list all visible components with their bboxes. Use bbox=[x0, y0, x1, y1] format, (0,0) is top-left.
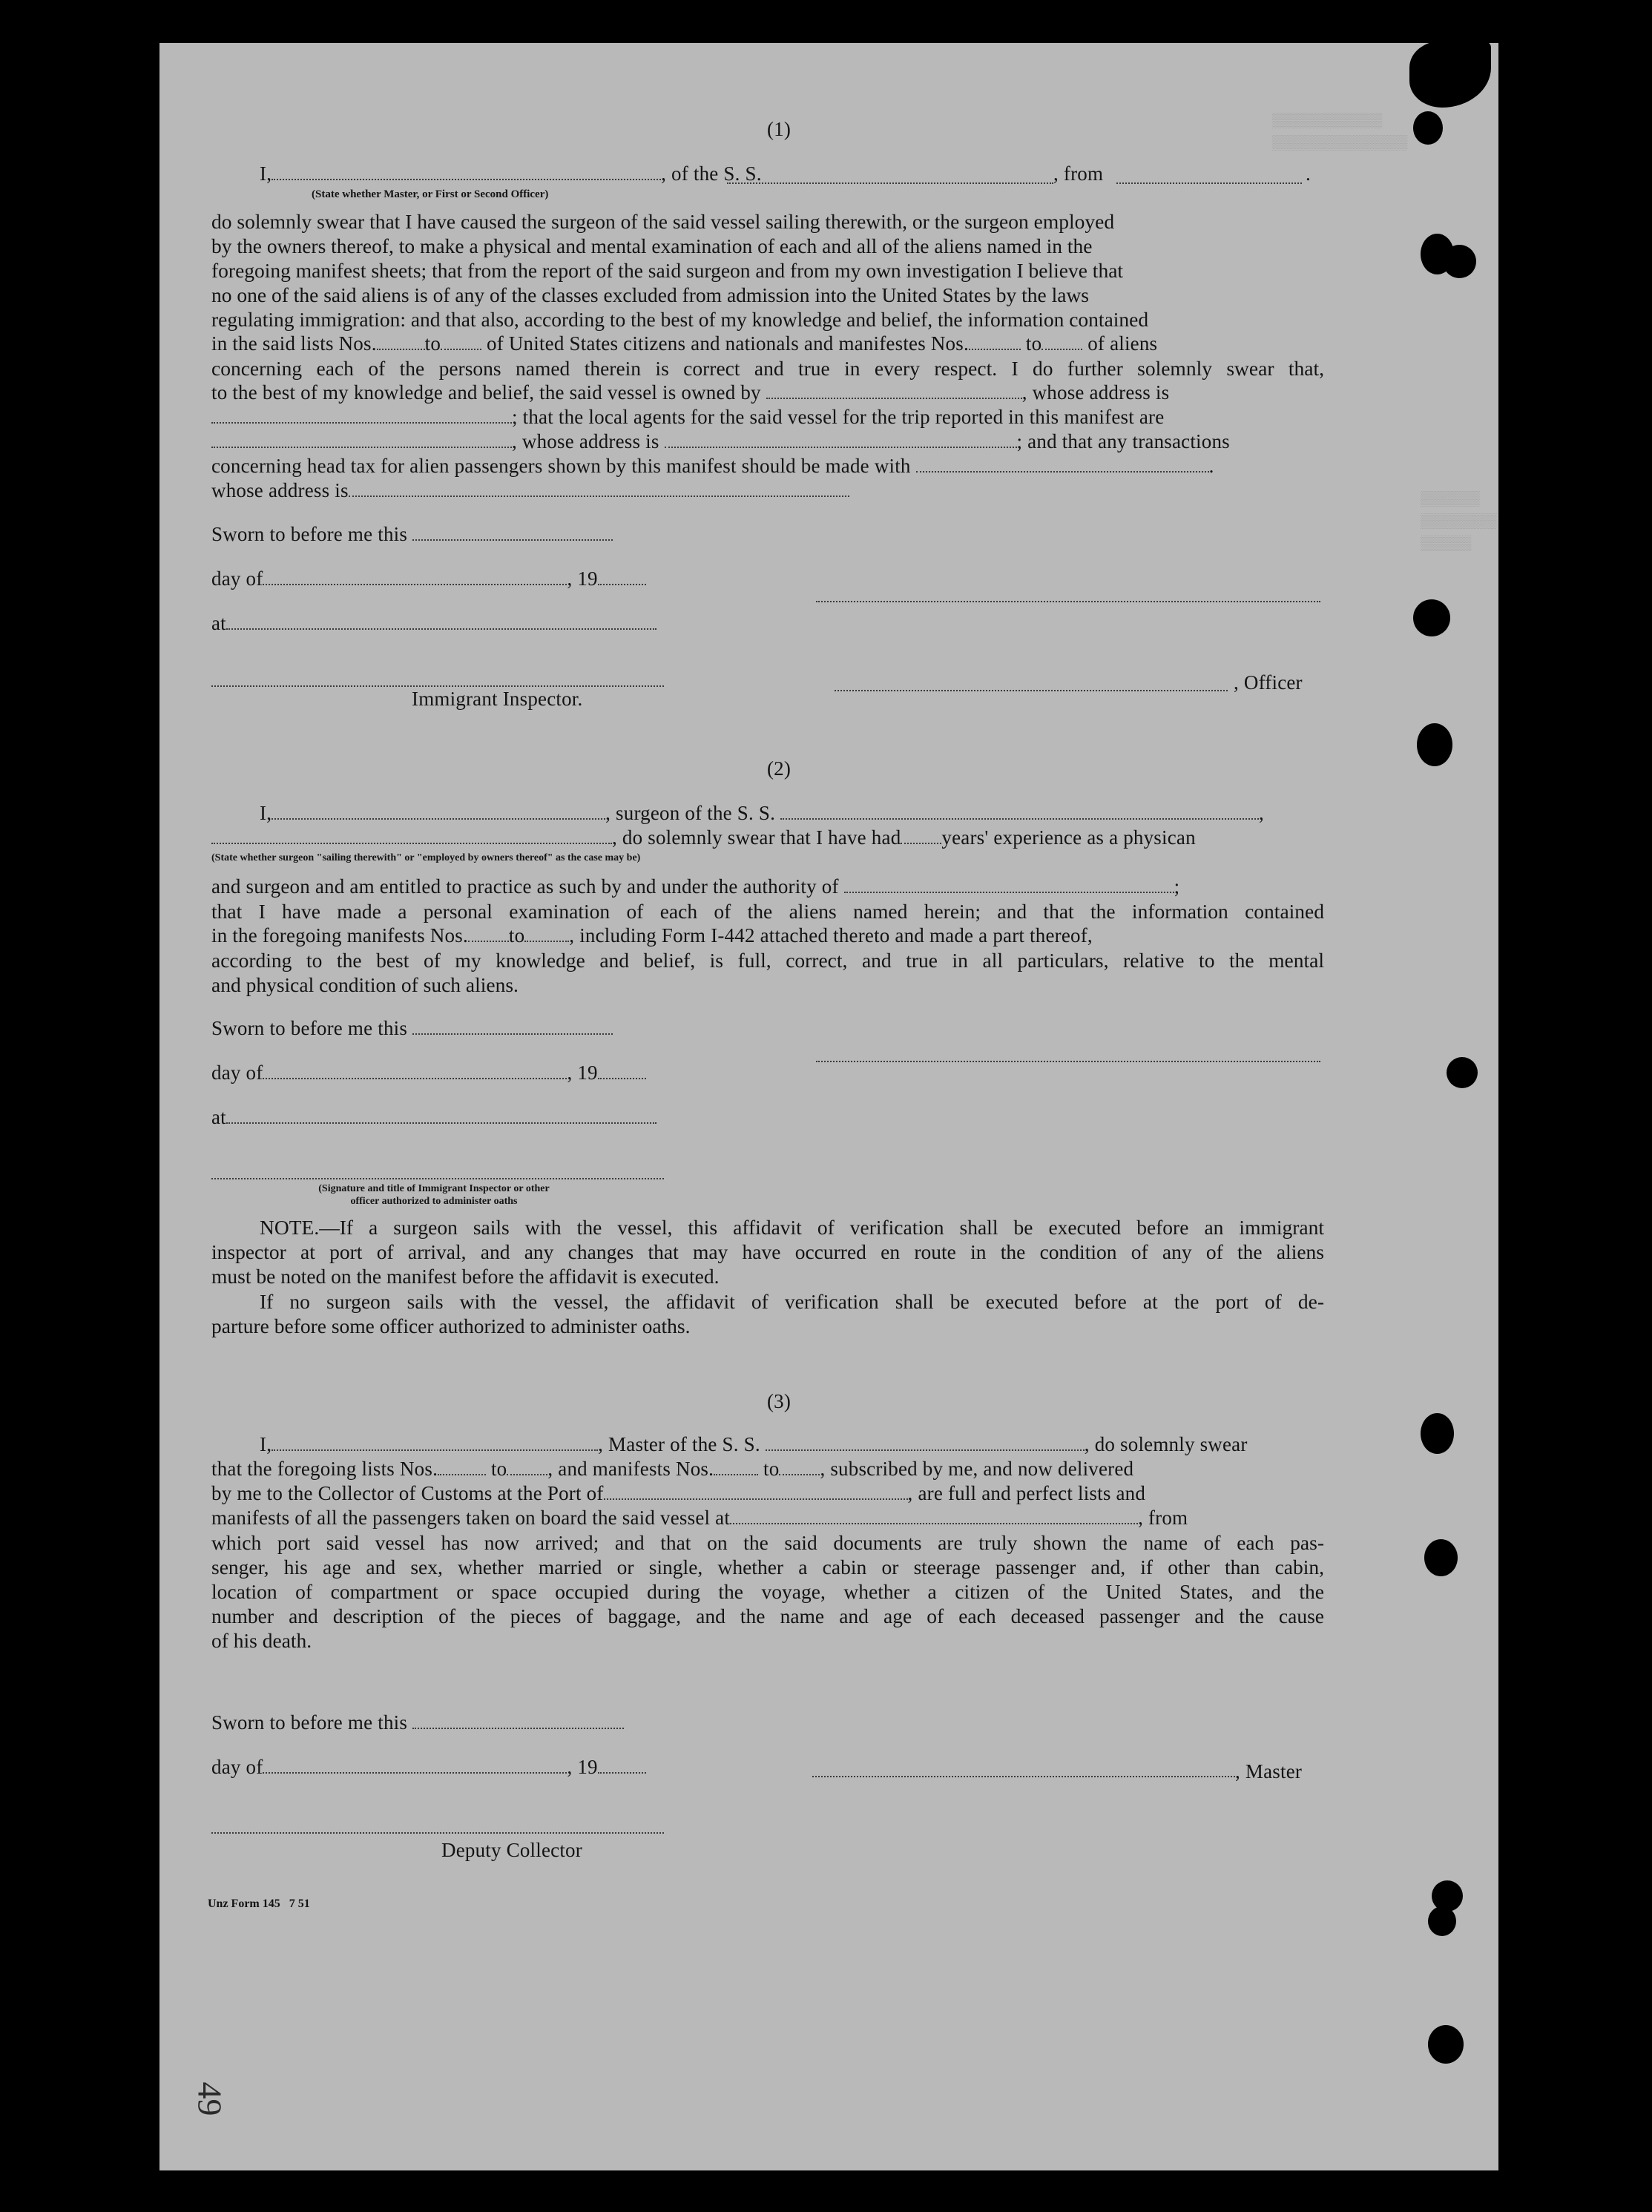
master-of-label: , Master of the S. S. bbox=[598, 1433, 760, 1455]
collector-line bbox=[211, 1481, 1145, 1506]
surgeon-instruction-note: (State whether surgeon "sailing therewith" or "employed by owners thereof" as the case may be) bbox=[211, 852, 641, 863]
sworn-label: Sworn to before me this bbox=[211, 1017, 408, 1039]
punch-hole bbox=[1428, 2025, 1464, 2064]
year-blank[interactable] bbox=[598, 570, 646, 585]
authority-line bbox=[211, 875, 1179, 899]
list-to-blank-3[interactable] bbox=[507, 1461, 547, 1475]
list-from-blank[interactable] bbox=[377, 335, 425, 350]
section-2-i: I, bbox=[260, 802, 272, 824]
lists-label: in the said lists Nos. bbox=[211, 332, 377, 355]
immigrant-inspector-label: Immigrant Inspector. bbox=[412, 688, 583, 710]
master-label: , Master bbox=[1235, 1760, 1303, 1783]
from-label: , from bbox=[1053, 162, 1104, 185]
semicolon: ; bbox=[1174, 875, 1180, 898]
body-line: regulating immigration: and that also, according to the best of my knowledge and belief, the information contained bbox=[211, 308, 1149, 331]
whose-address-label: whose address is bbox=[211, 479, 349, 501]
manifest-from-blank[interactable] bbox=[969, 335, 1021, 350]
master-name-blank[interactable] bbox=[272, 1436, 598, 1451]
swear-label: , do solemnly swear that I have had bbox=[612, 826, 901, 849]
section-3-i: I, bbox=[260, 1433, 272, 1455]
body-line: no one of the said aliens is of any of the classes excluded from admission into the United States by the laws bbox=[211, 283, 1090, 306]
sworn-day-blank-3[interactable] bbox=[412, 1714, 624, 1729]
bleed-through-text: ▒▒▒▒▒▒▒ ▒▒▒▒▒▒▒▒▒ ▒▒▒▒▒▒ bbox=[1421, 491, 1497, 552]
whose-address-label: , whose address is bbox=[1021, 381, 1170, 404]
day-of-label: day of bbox=[211, 1756, 263, 1778]
transactions-label: ; and that any transactions bbox=[1016, 430, 1230, 452]
collector-label: by me to the Collector of Customs at the Port of bbox=[211, 1482, 604, 1504]
manifest-to-blank[interactable] bbox=[1041, 335, 1082, 350]
body-line: location of compartment or space occupied during the voyage, whether a citizen of the United States, and the bbox=[211, 1580, 1324, 1603]
agents-address-blank[interactable] bbox=[665, 433, 1017, 448]
punch-hole bbox=[1443, 245, 1476, 278]
solemnly-label: , do solemnly swear bbox=[1084, 1433, 1248, 1455]
master-line bbox=[260, 1432, 1248, 1457]
owned-line bbox=[211, 381, 1169, 405]
body-line: according to the best of my knowledge and belief, is full, correct, and true in all particulars, relative to the mental bbox=[211, 949, 1324, 972]
years-line bbox=[211, 826, 1196, 850]
body-line: and physical condition of such aliens. bbox=[211, 973, 519, 996]
headtax-label: concerning head tax for alien passengers shown by this manifest should be made with bbox=[211, 455, 911, 477]
to-label: to bbox=[763, 1458, 780, 1480]
to-label: to bbox=[1025, 332, 1042, 355]
body-line: number and description of the pieces of baggage, and the name and age of each deceased passenger and the cause bbox=[211, 1604, 1324, 1627]
manifests-label: manifests of all the passengers taken on board the said vessel at bbox=[211, 1507, 731, 1529]
to-label: to bbox=[424, 332, 441, 355]
manifests-line-3 bbox=[211, 1506, 1188, 1530]
punch-hole bbox=[1417, 723, 1452, 766]
agents-address-line bbox=[211, 429, 1230, 454]
year-blank-3[interactable] bbox=[598, 1759, 646, 1774]
note-line: parture before some officer authorized to administer oaths. bbox=[211, 1314, 691, 1337]
headtax-blank[interactable] bbox=[916, 458, 1209, 473]
handwritten-page-number: 49 bbox=[191, 2081, 229, 2116]
manifest-from-blank-2[interactable] bbox=[468, 927, 509, 942]
body-line: foregoing manifest sheets; that from the report of the said surgeon and from my own investigation I believe that bbox=[211, 259, 1124, 282]
day-of-label: day of bbox=[211, 1061, 263, 1084]
sworn-day-blank-2[interactable] bbox=[412, 1020, 613, 1035]
section-3-body bbox=[211, 1530, 1324, 1653]
comma: , bbox=[1259, 802, 1264, 824]
day-of-line-2 bbox=[211, 1061, 646, 1085]
note-line: inspector at port of arrival, and any changes that may have occurred en route in the condition of any of the aliens bbox=[211, 1240, 1324, 1263]
citizens-label: of United States citizens and nationals and manifestes Nos. bbox=[487, 332, 969, 355]
authority-blank[interactable] bbox=[844, 878, 1174, 893]
note-line: NOTE.—If a surgeon sails with the vessel, this affidavit of verification shall be executed before an immigrant bbox=[260, 1216, 1324, 1239]
manifest-to-blank-3[interactable] bbox=[779, 1461, 820, 1475]
agents-blank[interactable] bbox=[211, 433, 512, 448]
punch-hole bbox=[1428, 1906, 1456, 1936]
manifests-line bbox=[211, 924, 1093, 948]
headtax-address-blank[interactable] bbox=[349, 482, 849, 497]
day-of-label: day of bbox=[211, 567, 263, 590]
note-line: If no surgeon sails with the vessel, the affidavit of verification shall be executed before at the port of de- bbox=[260, 1290, 1324, 1313]
list-from-blank-3[interactable] bbox=[438, 1461, 486, 1475]
deputy-collector-label: Deputy Collector bbox=[441, 1839, 582, 1861]
surgeon-signature-line[interactable] bbox=[816, 1061, 1320, 1062]
year-label: , 19 bbox=[567, 567, 598, 590]
of-ss-label: , of the S. S. bbox=[661, 162, 762, 185]
years-blank[interactable] bbox=[901, 829, 941, 844]
section-2-body-2 bbox=[211, 948, 1324, 997]
month-blank-2[interactable] bbox=[263, 1064, 567, 1079]
body-line: of his death. bbox=[211, 1629, 312, 1652]
officer-signature-line-upper[interactable] bbox=[816, 601, 1320, 602]
section-2-number: (2) bbox=[766, 757, 792, 780]
years-label: years' experience as a physican bbox=[941, 826, 1196, 849]
ship-name-blank-2[interactable] bbox=[780, 805, 1259, 820]
port-blank[interactable] bbox=[604, 1485, 908, 1500]
at-place-blank-2[interactable] bbox=[226, 1109, 656, 1124]
at-line-2 bbox=[211, 1105, 656, 1130]
day-of-line-3 bbox=[211, 1755, 646, 1780]
body-line: that I have made a personal examination of each of the aliens named herein; and that the information contained bbox=[211, 900, 1324, 923]
body-line: which port said vessel has now arrived; and that on the said documents are truly shown the name of each pas- bbox=[211, 1531, 1324, 1554]
officer-signature-line[interactable] bbox=[835, 690, 1228, 691]
ship-name-blank-3[interactable] bbox=[766, 1436, 1085, 1451]
sworn-day-blank[interactable] bbox=[412, 526, 613, 541]
section-1-body bbox=[211, 209, 1324, 332]
from-label: , from bbox=[1138, 1507, 1188, 1529]
month-blank-3[interactable] bbox=[263, 1759, 567, 1774]
punch-hole bbox=[1447, 1057, 1478, 1088]
manifests-label: in the foregoing manifests Nos. bbox=[211, 924, 468, 947]
officer-blank[interactable] bbox=[272, 165, 661, 180]
day-of-line-1 bbox=[211, 567, 646, 591]
headtax-line bbox=[211, 454, 1214, 478]
sworn-line-2 bbox=[211, 1016, 613, 1041]
at-label: at bbox=[211, 612, 226, 634]
officer-label: , Officer bbox=[1234, 671, 1303, 694]
inspector-signature-line-2[interactable] bbox=[211, 1178, 664, 1179]
delivered-label: , subscribed by me, and now delivered bbox=[820, 1458, 1134, 1480]
owned-label: to the best of my knowledge and belief, the said vessel is owned by bbox=[211, 381, 761, 404]
owner-address-blank[interactable] bbox=[211, 409, 512, 424]
section-2-body bbox=[211, 899, 1324, 924]
section-1-number: (1) bbox=[766, 118, 792, 140]
at-line-1 bbox=[211, 611, 656, 636]
to-label: to bbox=[490, 1458, 507, 1480]
from-period: . bbox=[1306, 162, 1311, 185]
signature-note-line: officer authorized to administer oaths bbox=[350, 1196, 518, 1207]
punch-hole bbox=[1413, 111, 1443, 145]
signature-note bbox=[211, 1182, 656, 1208]
master-signature-line[interactable] bbox=[812, 1776, 1235, 1777]
sworn-label: Sworn to before me this bbox=[211, 523, 408, 545]
sworn-label: Sworn to before me this bbox=[211, 1711, 408, 1734]
year-label: , 19 bbox=[567, 1061, 598, 1084]
surgeon-name-blank[interactable] bbox=[272, 805, 605, 820]
signature-note-line: (Signature and title of Immigrant Inspector or other bbox=[318, 1183, 550, 1194]
section-1-i: I, bbox=[260, 162, 272, 185]
surgeon-of-label: , surgeon of the S. S. bbox=[605, 802, 776, 824]
note-line: must be noted on the manifest before the affidavit is executed. bbox=[211, 1265, 720, 1288]
punch-hole bbox=[1424, 1539, 1458, 1576]
body-line: do solemnly swear that I have caused the surgeon of the said vessel sailing therewith, or the surgeon employed bbox=[211, 210, 1115, 233]
surgeon-line bbox=[260, 801, 1264, 826]
lists-label: that the foregoing lists Nos. bbox=[211, 1458, 438, 1480]
section-1-line-i bbox=[260, 162, 762, 186]
sworn-line-1 bbox=[211, 522, 613, 547]
form-page bbox=[159, 43, 1498, 2170]
aliens-label: of aliens bbox=[1087, 332, 1158, 355]
whose-address-line bbox=[211, 478, 849, 503]
concerning-line: concerning each of the persons named therein is correct and true in every respect. I do further solemnly swear that, bbox=[211, 357, 1324, 380]
month-blank[interactable] bbox=[263, 570, 567, 585]
owner-blank[interactable] bbox=[766, 384, 1022, 399]
body-line: senger, his age and sex, whether married or single, whether a cabin or steerage passenger and, if other than cabin, bbox=[211, 1556, 1324, 1579]
agents-line bbox=[211, 405, 1164, 429]
punch-hole bbox=[1421, 1413, 1454, 1454]
sworn-line-3 bbox=[211, 1711, 624, 1735]
agents-label: ; that the local agents for the said vessel for the trip reported in this manifest are bbox=[512, 406, 1165, 428]
body-line: by the owners thereof, to make a physical and mental examination of each and all of the aliens named in the bbox=[211, 234, 1093, 257]
perfect-lists-label: , are full and perfect lists and bbox=[907, 1482, 1146, 1504]
form-identifier: Unz Form 145 7 51 bbox=[208, 1897, 310, 1910]
whose-address-label: , whose address is bbox=[512, 430, 659, 452]
form-i442-label: , including Form I-442 attached thereto and made a part thereof, bbox=[569, 924, 1093, 947]
manifest-to-blank-2[interactable] bbox=[524, 927, 569, 942]
manifest-from-blank-3[interactable] bbox=[714, 1461, 758, 1475]
lists-line bbox=[211, 332, 1157, 356]
punch-hole bbox=[1413, 599, 1450, 636]
embark-port-blank[interactable] bbox=[730, 1510, 1138, 1524]
period: . bbox=[1208, 455, 1214, 477]
ship-name-blank[interactable] bbox=[727, 169, 1053, 184]
lists-line-3 bbox=[211, 1457, 1133, 1481]
bleed-through-text: ▒▒▒▒▒▒▒▒▒▒▒▒▒ ▒▒▒▒▒▒▒▒▒▒▒▒▒▒▒▒ bbox=[1272, 113, 1408, 151]
deputy-signature-line[interactable] bbox=[211, 1832, 664, 1834]
officer-instruction-note: (State whether Master, or First or Second Officer) bbox=[312, 188, 549, 200]
year-blank-2[interactable] bbox=[598, 1064, 646, 1079]
list-to-blank[interactable] bbox=[441, 335, 481, 350]
at-label: at bbox=[211, 1106, 226, 1128]
note-paragraph-2 bbox=[211, 1289, 1324, 1338]
to-label: to bbox=[508, 924, 525, 947]
note-paragraph-1 bbox=[211, 1215, 1324, 1288]
authority-label: and surgeon and am entitled to practice as such by and under the authority of bbox=[211, 875, 839, 898]
at-place-blank[interactable] bbox=[226, 615, 656, 630]
manifests-label: , and manifests Nos. bbox=[547, 1458, 714, 1480]
from-blank[interactable] bbox=[1116, 169, 1302, 184]
section-3-number: (3) bbox=[766, 1390, 792, 1412]
year-label: , 19 bbox=[567, 1756, 598, 1778]
surgeon-type-blank[interactable] bbox=[211, 829, 612, 844]
